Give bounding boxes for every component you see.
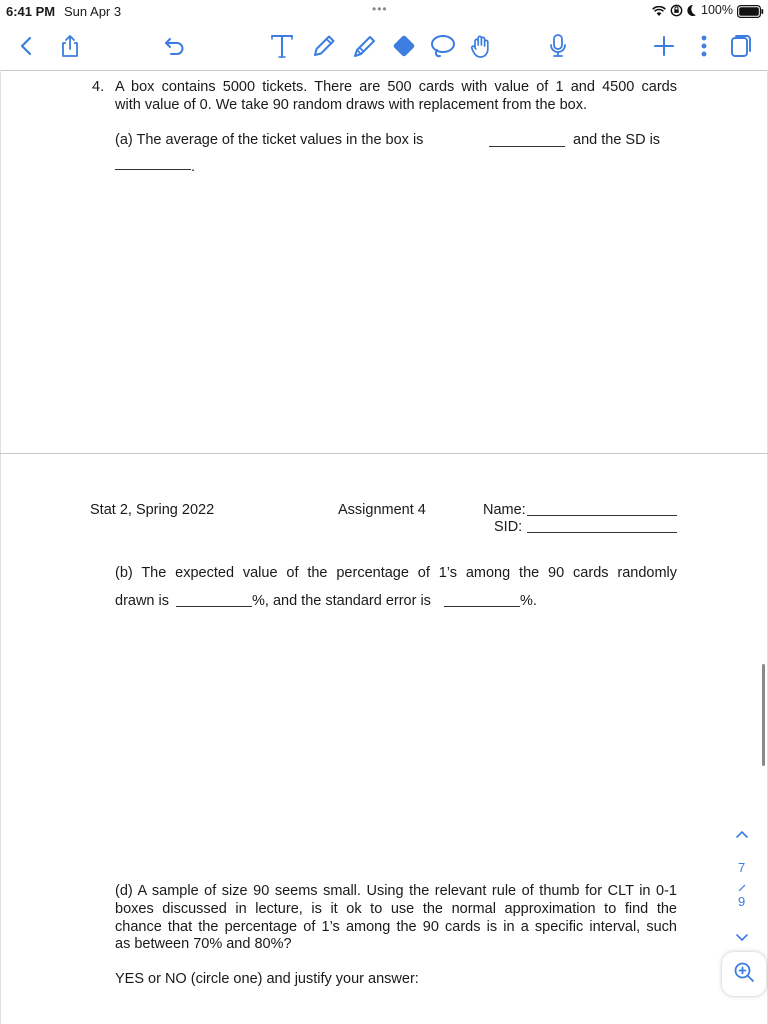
undo-icon[interactable] <box>161 32 189 60</box>
total-pages-number: 9 <box>738 894 746 909</box>
more-icon[interactable] <box>690 32 718 60</box>
back-chevron-icon[interactable] <box>12 32 40 60</box>
zoom-in-icon <box>733 961 755 988</box>
microphone-icon[interactable] <box>544 32 572 60</box>
part-b-text: (b) The expected value of the percentage of 1’s among the 90 cards randomly <box>115 565 677 581</box>
part-d-text: (d) A sample of size 90 seems small. Using the relevant rule of thumb for CLT in 0-1 <box>115 883 677 899</box>
lasso-icon[interactable] <box>428 32 456 60</box>
pen-icon[interactable] <box>310 32 338 60</box>
wifi-icon <box>652 5 666 20</box>
text-tool-icon[interactable] <box>268 32 296 60</box>
sid-blank <box>527 532 677 533</box>
orientation-lock-icon <box>670 4 683 20</box>
share-icon[interactable] <box>56 32 84 60</box>
battery-icon <box>737 5 764 21</box>
part-b-text: drawn is <box>115 593 169 609</box>
current-page-number: 7 <box>738 860 746 875</box>
status-date: Sun Apr 3 <box>64 4 122 19</box>
header-course: Stat 2, Spring 2022 <box>90 502 215 518</box>
question-number: 4. <box>92 79 105 95</box>
highlighter-icon[interactable] <box>350 32 378 60</box>
part-b-text: %. <box>520 593 537 609</box>
page-separator <box>0 453 768 454</box>
answer-blank <box>444 606 520 607</box>
add-icon[interactable] <box>650 32 678 60</box>
part-d-text: as between 70% and 80%? <box>115 936 292 952</box>
part-a-text: and the SD is <box>573 132 661 148</box>
scrollbar[interactable] <box>762 664 765 766</box>
page-edge <box>0 70 1 453</box>
page-edge <box>0 454 1 1024</box>
answer-blank <box>176 606 252 607</box>
header-sid-label: SID: <box>494 519 523 535</box>
answer-blank <box>489 146 565 147</box>
part-a-text: (a) The average of the ticket values in the box is <box>115 132 424 148</box>
header-assignment: Assignment 4 <box>338 502 426 518</box>
do-not-disturb-moon-icon <box>686 4 697 20</box>
answer-blank <box>115 169 191 170</box>
hand-tool-icon[interactable] <box>468 32 496 60</box>
status-bar <box>0 0 768 22</box>
battery-percent: 100% <box>701 3 733 17</box>
part-a-period: . <box>191 159 196 175</box>
part-b-text: %, and the standard error is <box>252 593 431 609</box>
part-d-text: boxes discussed in lecture, is it ok to use the normal approximation to find the <box>115 901 677 917</box>
pages-icon[interactable] <box>727 32 755 60</box>
question-text-line: A box contains 5000 tickets. There are 500 cards with value of 1 and 4500 cards <box>115 79 677 95</box>
previous-page-chevron-icon[interactable] <box>735 826 749 844</box>
part-d-text: chance that the percentage of 1’s among the 90 cards is in a specific interval, such <box>115 919 677 935</box>
multitasking-dots[interactable]: ••• <box>372 2 388 16</box>
zoom-in-button[interactable] <box>722 952 766 996</box>
yes-no-prompt: YES or NO (circle one) and justify your answer: <box>115 971 419 987</box>
header-name-label: Name: <box>483 502 526 518</box>
top-toolbar <box>0 22 768 71</box>
eraser-icon[interactable] <box>390 32 418 60</box>
name-blank <box>527 515 677 516</box>
question-text-line: with value of 0. We take 90 random draws with replacement from the box. <box>115 97 588 113</box>
next-page-chevron-icon[interactable] <box>735 930 749 948</box>
status-time: 6:41 PM <box>6 4 56 19</box>
